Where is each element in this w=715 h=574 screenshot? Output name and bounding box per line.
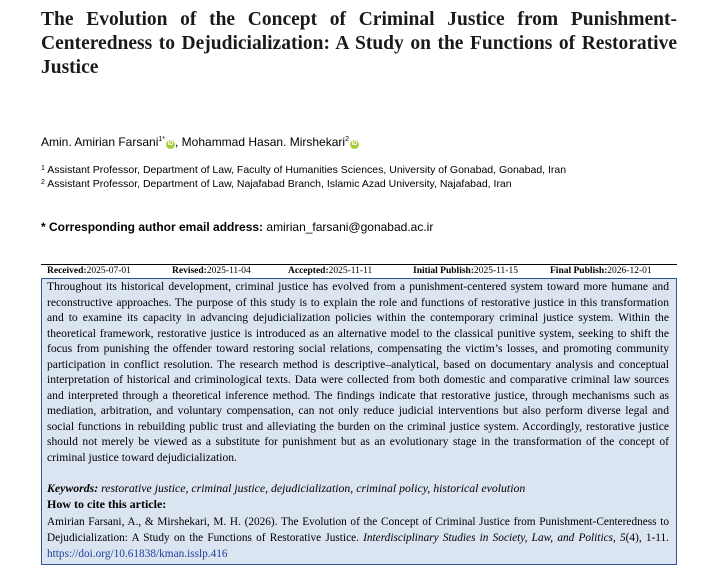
citation-heading: How to cite this article: (47, 497, 167, 511)
orcid-icon[interactable]: iD (167, 141, 174, 147)
affiliation-1 (41, 163, 566, 177)
citation-body: Amirian Farsani, A., & Mirshekari, M. H. (2026). The Evolution of the Concept of Criminal Justice from Punishment-Centeredness to Dejudicialization: A Study on the Functions of Restorative Justice. (47, 516, 669, 544)
affiliation-1-number: 1 (41, 165, 45, 172)
citation-journal: Interdisciplinary Studies in Society, Law, and Politics, 5 (363, 532, 626, 544)
corresponding-author (41, 219, 433, 235)
author-line (41, 134, 359, 150)
keywords-line (47, 481, 525, 496)
keywords-label: Keywords: (47, 481, 99, 495)
affiliation-2-text: Assistant Professor, Department of Law, Najafabad Branch, Islamic Azad University, Najafabad, Iran (47, 178, 512, 190)
publication-dates-bar (41, 264, 677, 279)
author-2-superscript: 2 (345, 136, 349, 143)
abstract-text: Throughout its historical development, criminal justice has evolved from a punishment-centered system toward more humane and reconstructive approaches. The purpose of this study is to explain the role and functions of restorative justice in this transformation and to examine its capacity in advancing dejudicialization policies within the contemporary criminal justice system. Within the theoretical framework, restorative justice is introduced as an alternative model to the classical punitive system, seeking to shift the focus from punishing the offender toward restoring social relations, compensating the victim’s losses, and promoting community participation in conflict resolution. The research method is descriptive–analytical, based on documentary analysis and conceptual interpretation of historical and criminological texts. Data were collected from both domestic and comparative criminal law sources and interpreted through a theoretical inference method. The findings indicate that restorative justice, through mechanisms such as mediation, arbitration, and voluntary compensation, can not only reduce judicial interventions but also perform diverse legal and social functions in rebuilding public trust and alleviating the burden on the criminal justice system. Accordingly, restorative justice should not merely be viewed as a substitute for punishment but as an evolutionary stage in the transformation of the concept of criminal justice toward dejudicialization. (47, 280, 669, 464)
keywords-text: restorative justice, criminal justice, dejudicialization, criminal policy, historical evolution (101, 481, 526, 495)
affiliation-2 (41, 177, 566, 191)
author-1-name: Amin. Amirian Farsani (41, 135, 159, 149)
doi-link[interactable]: https://doi.org/10.61838/kman.isslp.416 (47, 548, 228, 560)
citation-text (47, 514, 669, 562)
affiliation-1-text: Assistant Professor, Department of Law, Faculty of Humanities Sciences, University of Gonabad, Gonabad, Iran (47, 164, 567, 176)
author-1-superscript: 1* (158, 136, 165, 143)
author-separator: , (175, 135, 182, 149)
citation-issue-pages: (4), 1-11. (625, 532, 669, 544)
author-2-name: Mohammad Hasan. Mirshekari (181, 135, 346, 149)
orcid-icon[interactable]: iD (351, 141, 358, 147)
final-publish-date: Final Publish: 2026-12-01 (550, 266, 652, 276)
initial-publish-date: Initial Publish: 2025-11-15 (413, 266, 518, 276)
corresponding-label: * Corresponding author email address: (41, 220, 264, 234)
accepted-date: Accepted: 2025-11-11 (288, 266, 373, 276)
affiliation-2-number: 2 (41, 179, 45, 186)
article-title: The Evolution of the Concept of Criminal Justice from Punishment-Centeredness to Dejudicialization: A Study on the Functions of Restorative Justice (41, 9, 677, 78)
corresponding-email[interactable]: amirian_farsani@gonabad.ac.ir (266, 220, 434, 234)
affiliations (41, 163, 566, 191)
revised-date: Revised: 2025-11-04 (172, 266, 251, 276)
received-date: Received: 2025-07-01 (47, 266, 131, 276)
